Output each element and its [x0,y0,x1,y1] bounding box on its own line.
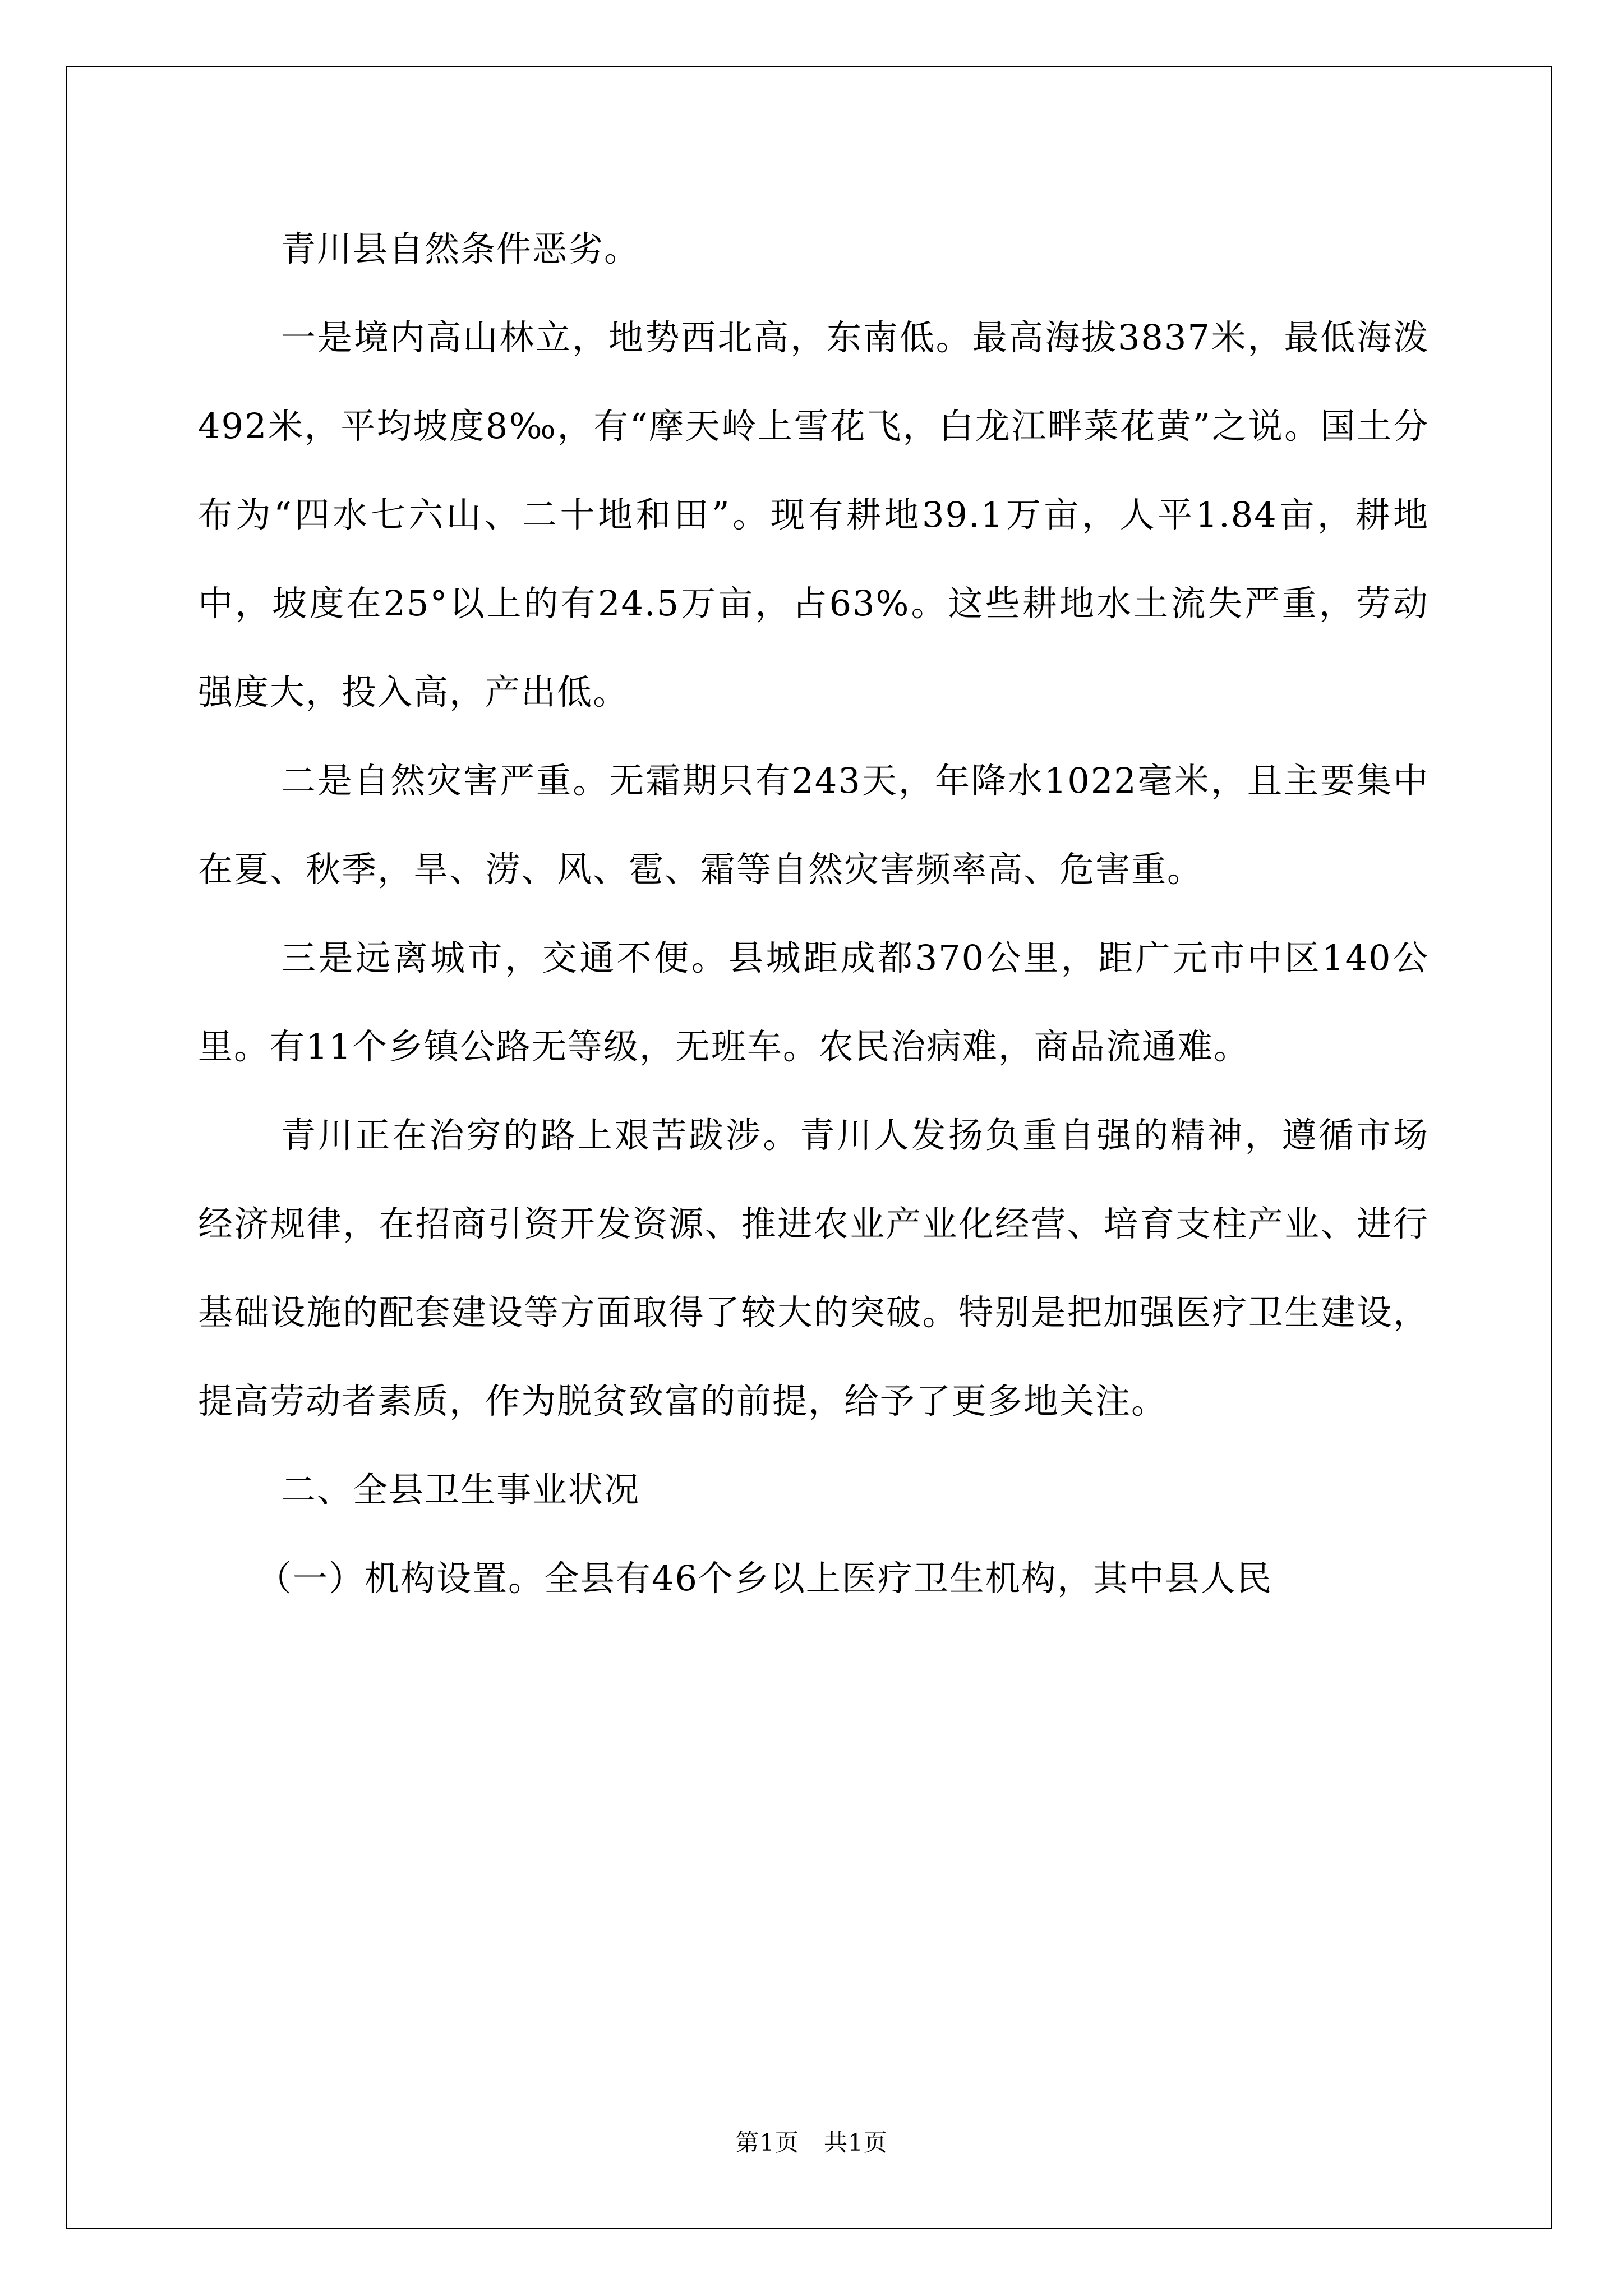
paragraph-institutions: （一）机构设置。全县有46个乡以上医疗卫生机构，其中县人民 [257,1558,1272,1599]
paragraph-terrain: 一是境内高山林立，地势西北高，东南低。最高海拔3837米，最低海泼492米，平均坡度8‰，有“摩天岭上雪花飞，白龙江畔菜花黄”之说。国土分布为“四水七六山、二十地和田”。现有耕地39.1万亩，人平1.84亩，耕地中，坡度在25°以上的有24.5万亩，占63%。这些耕地水土流失严重，劳动强度大，投入高，产出低。 [198,317,1429,712]
paragraph-transport: 三是远离城市，交通不便。县城距成都370公里，距广元市中区140公里。有11个乡镇公路无等级，无班车。农民治病难，商品流通难。 [198,937,1429,1067]
section-heading: 二、全县卫生事业状况 [281,1469,640,1510]
paragraph-disasters: 二是自然灾害严重。无霜期只有243天，年降水1022毫米，且主要集中在夏、秋季，旱、涝、风、雹、霜等自然灾害频率高、危害重。 [198,760,1429,890]
page-number: 第1页 [735,2129,799,2156]
page-footer [0,2129,1623,2157]
page-total: 共1页 [824,2129,888,2156]
paragraph-development: 青川正在治穷的路上艰苦跋涉。青川人发扬负重自强的精神，遵循市场经济规律，在招商引资开发资源、推进农业产业化经营、培育支柱产业、进行基础设施的配套建设等方面取得了较大的突破。特别是把加强医疗卫生建设，提高劳动者素质，作为脱贫致富的前提，给予了更多地关注。 [198,1115,1429,1421]
document-body [198,205,1429,1623]
paragraph-intro: 青川县自然条件恶劣。 [281,228,640,269]
